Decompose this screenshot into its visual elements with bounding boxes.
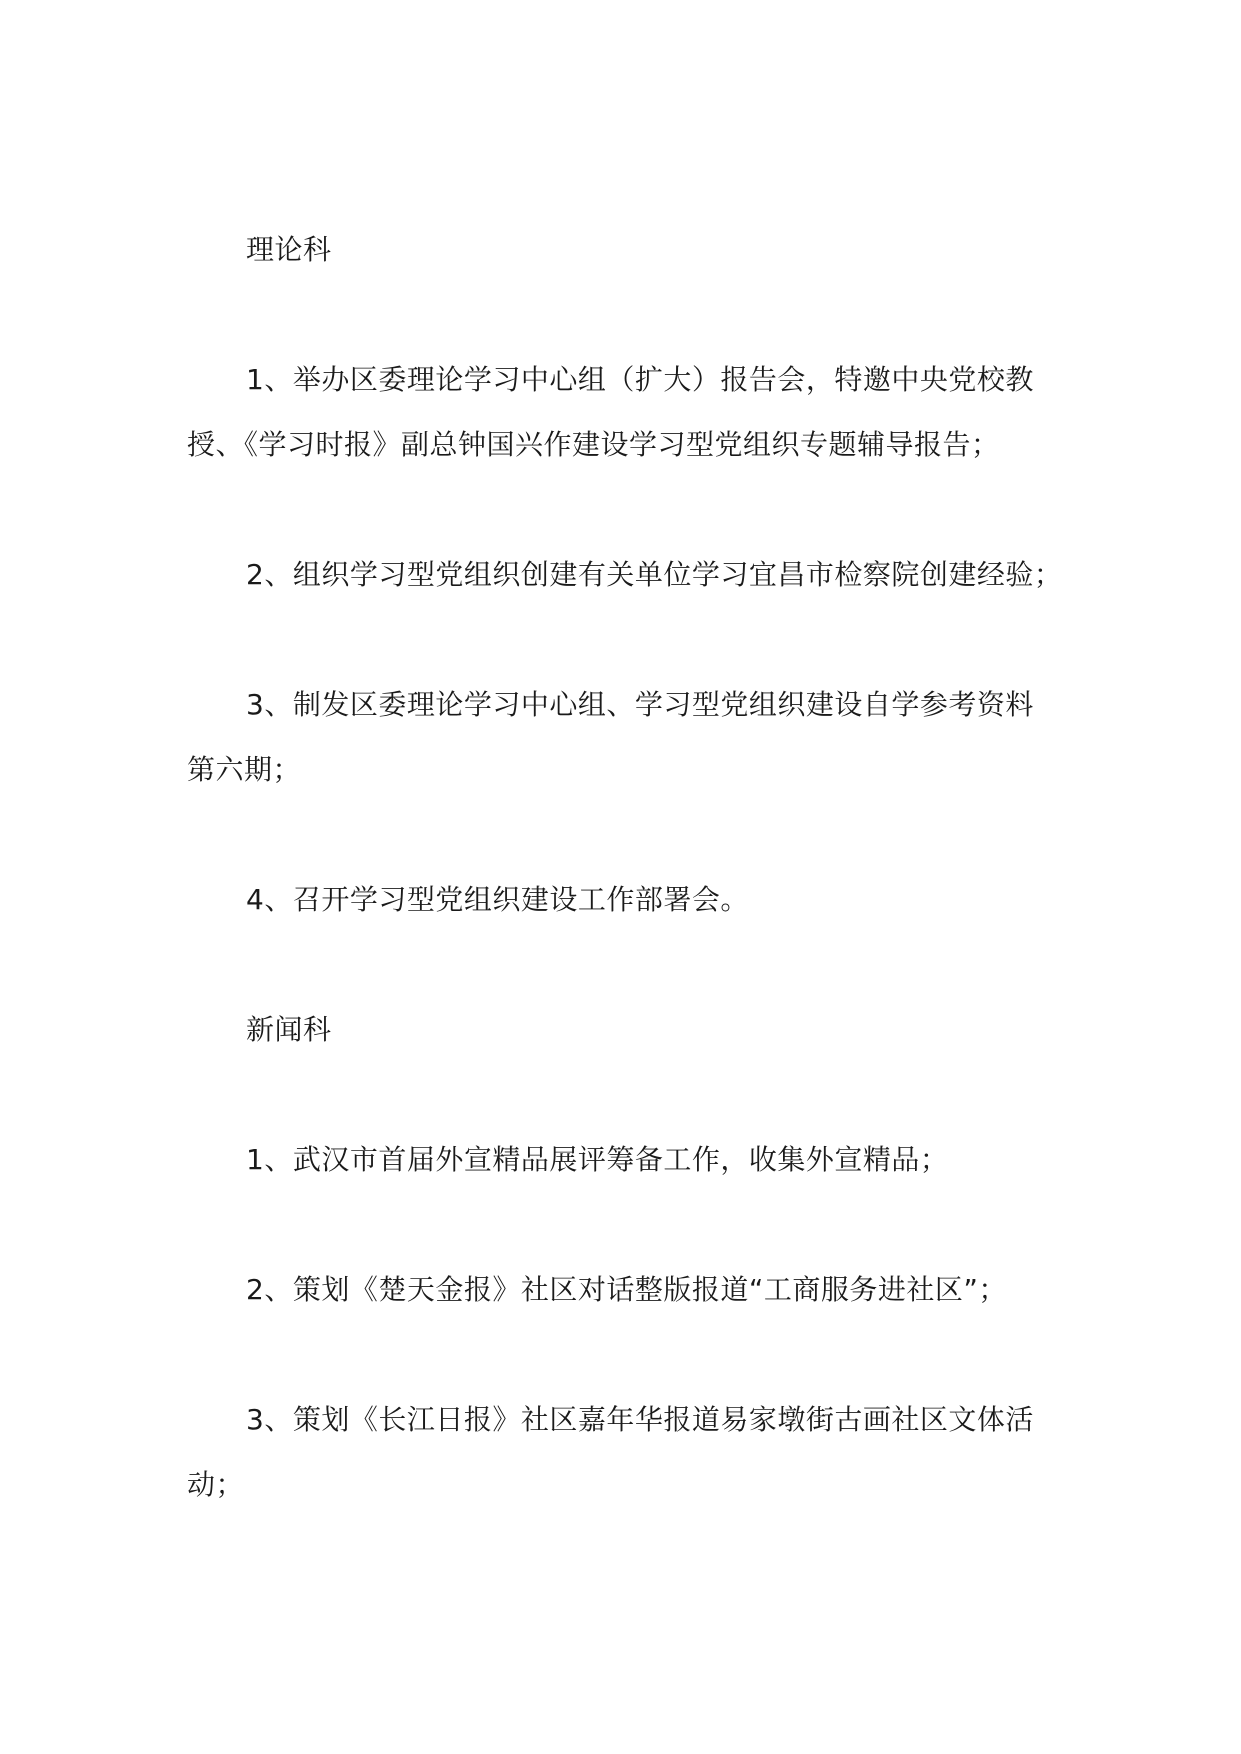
theory-item-1-line-1: 1、举办区委理论学习中心组（扩大）报告会，特邀中央党校教 bbox=[246, 363, 1034, 396]
news-item-2: 2、策划《楚天金报》社区对话整版报道“工商服务进社区”； bbox=[246, 1273, 1007, 1306]
section-heading-news: 新闻科 bbox=[246, 1013, 332, 1046]
theory-item-1-line-2: 授、《学习时报》副总钟国兴作建设学习型党组织专题辅导报告； bbox=[187, 428, 1000, 461]
theory-item-4: 4、召开学习型党组织建设工作部署会。 bbox=[246, 883, 749, 916]
theory-item-3-line-1: 3、制发区委理论学习中心组、学习型党组织建设自学参考资料 bbox=[246, 688, 1034, 721]
news-item-3-line-2: 动； bbox=[187, 1468, 245, 1501]
theory-item-3-line-2: 第六期； bbox=[187, 753, 302, 786]
news-item-1: 1、武汉市首届外宣精品展评筹备工作，收集外宣精品； bbox=[246, 1143, 949, 1176]
section-heading-theory: 理论科 bbox=[246, 233, 332, 266]
theory-item-2: 2、组织学习型党组织创建有关单位学习宜昌市检察院创建经验； bbox=[246, 558, 1063, 591]
news-item-3-line-1: 3、策划《长江日报》社区嘉年华报道易家墩街古画社区文体活 bbox=[246, 1403, 1034, 1436]
